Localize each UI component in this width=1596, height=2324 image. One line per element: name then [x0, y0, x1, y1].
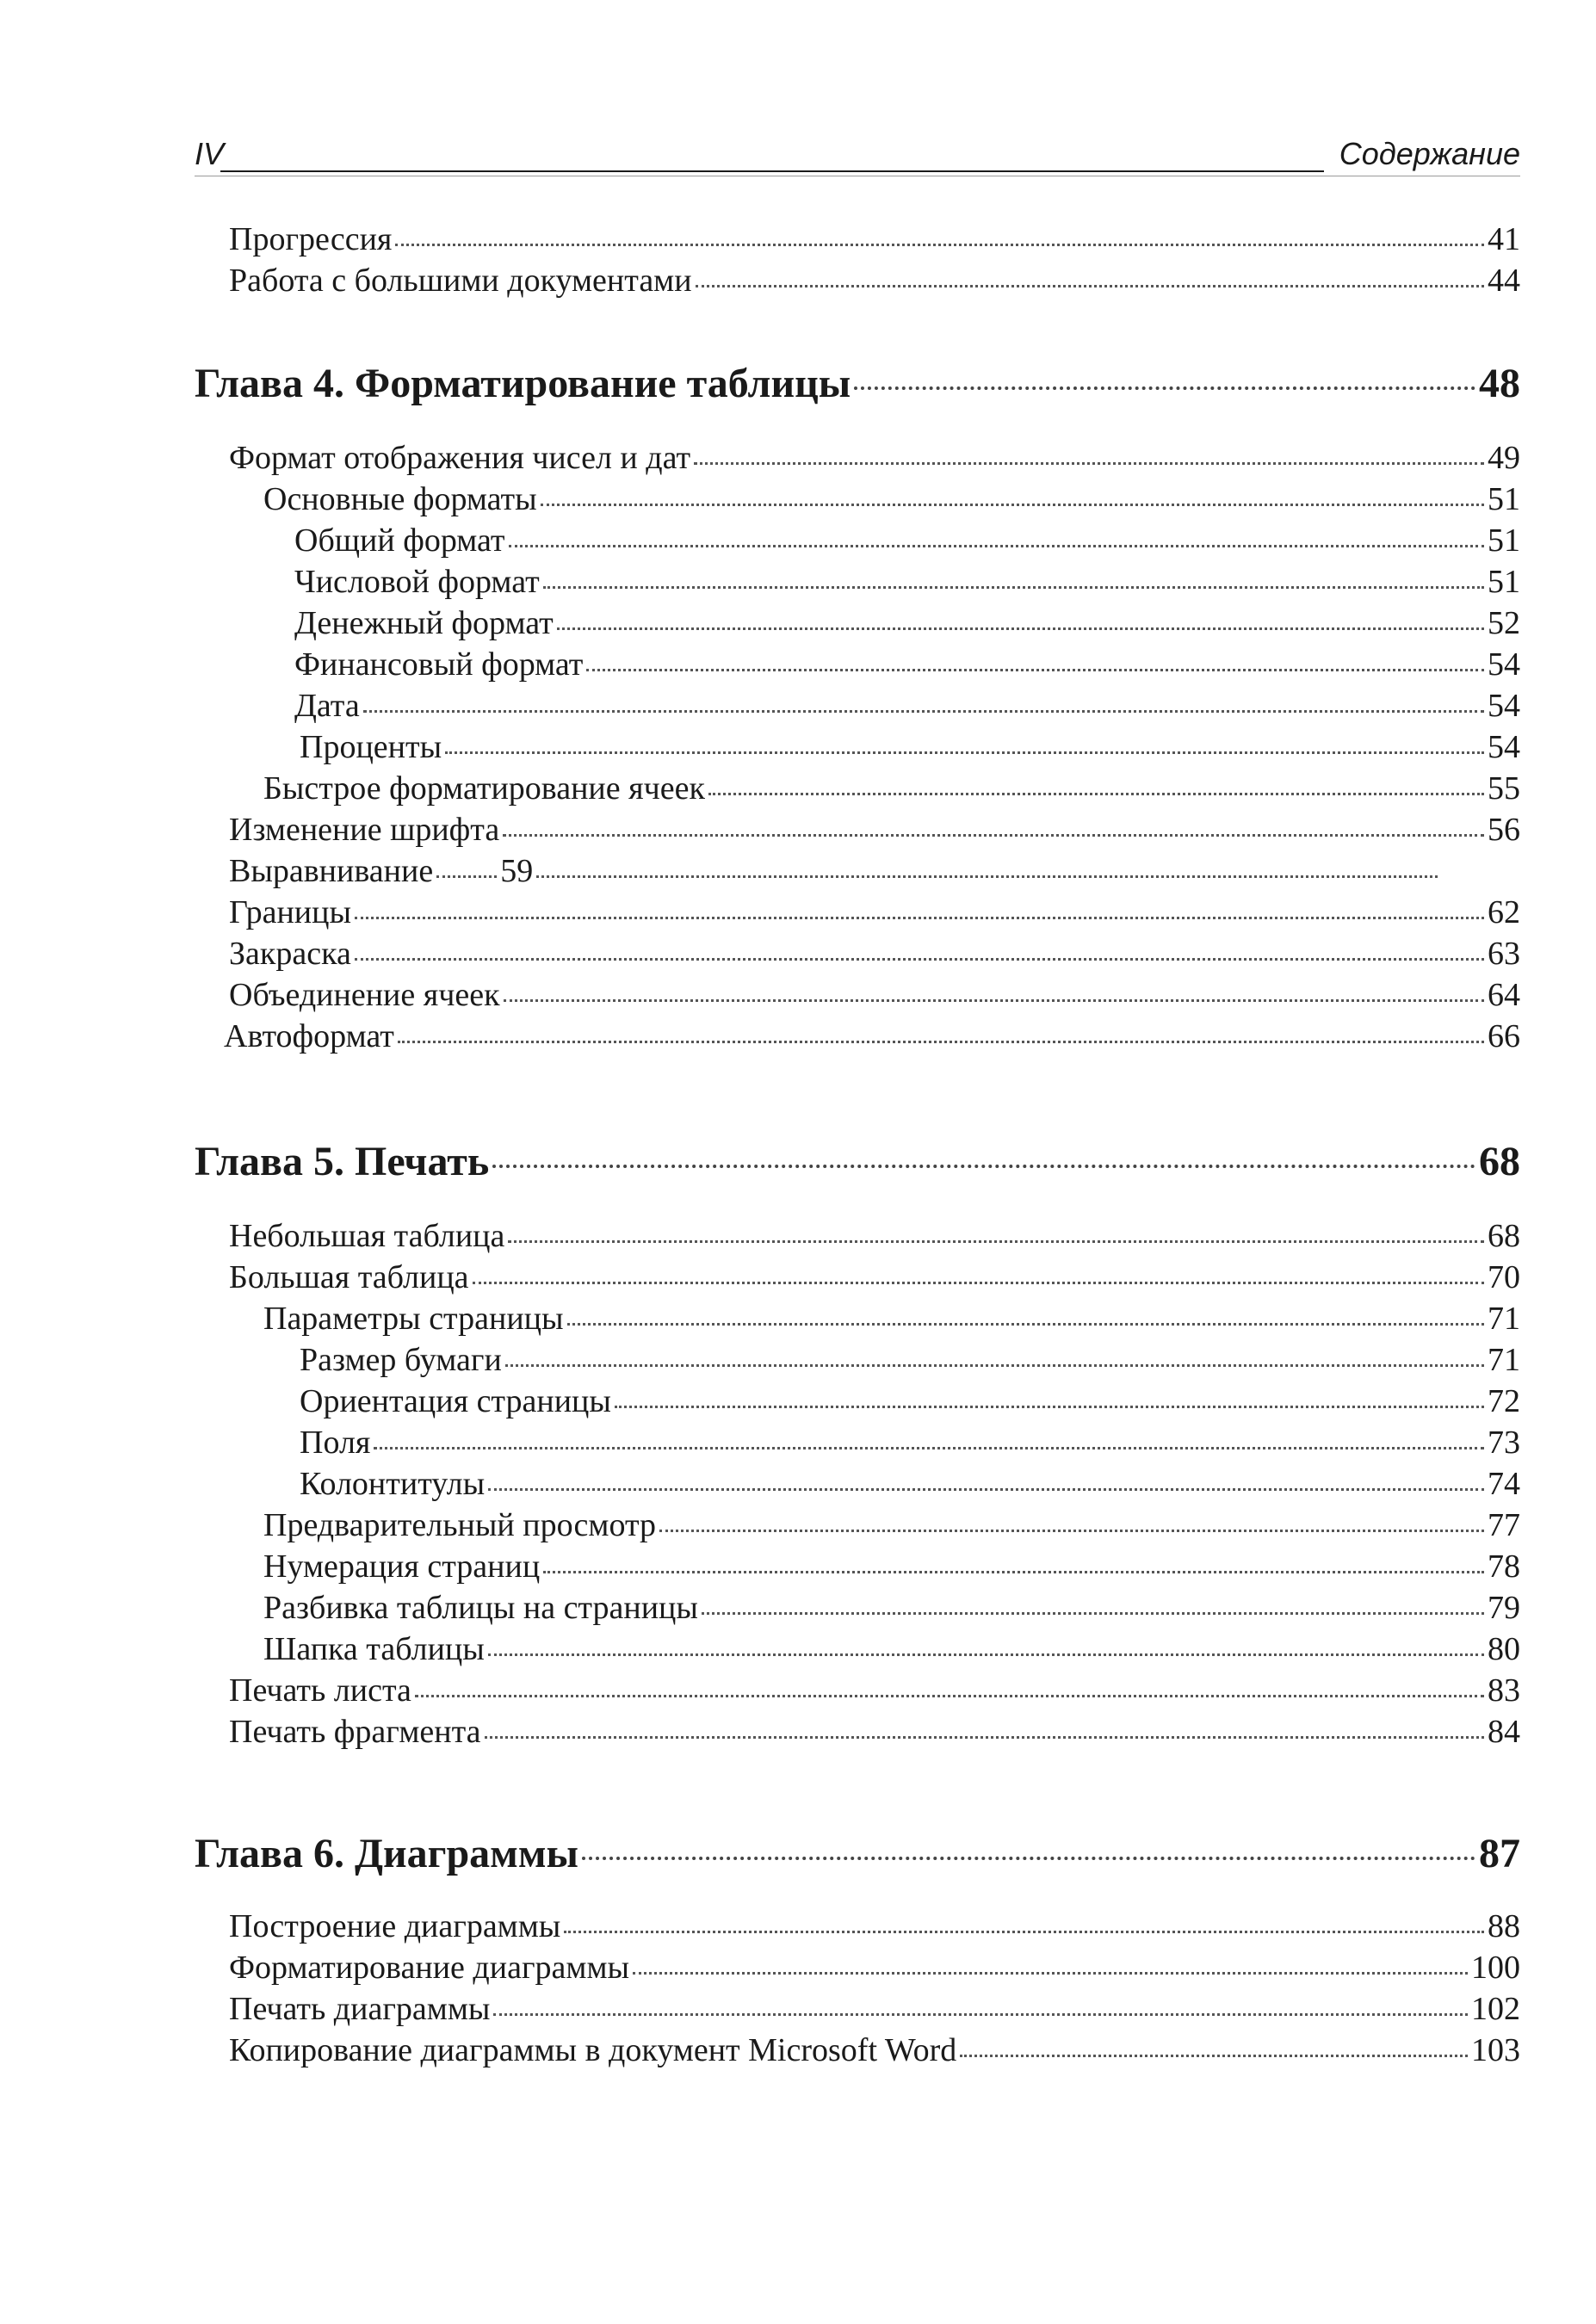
toc-entry-label: Дата	[294, 688, 360, 724]
toc-entry-page: 52	[1488, 605, 1520, 641]
toc-entry-page: 103	[1471, 2032, 1520, 2068]
toc-entry[interactable]	[300, 1341, 1520, 1379]
toc-entry-label: Числовой формат	[294, 564, 540, 600]
toc-entry-label: Предварительный просмотр	[263, 1507, 657, 1543]
dot-leader	[536, 875, 1438, 878]
dot-leader	[708, 793, 1484, 795]
toc-entry-label: Построение диаграммы	[229, 1908, 561, 1944]
toc-entry-page: 54	[1488, 688, 1520, 724]
toc-entry-page: 41	[1488, 221, 1520, 257]
toc-entry-label: Небольшая таблица	[229, 1218, 505, 1254]
toc-entry-label: Изменение шрифта	[229, 812, 500, 848]
toc-entry-page: 74	[1488, 1466, 1520, 1502]
dot-leader	[557, 627, 1484, 630]
dot-leader	[567, 1323, 1484, 1326]
page-number-roman: IV	[195, 136, 225, 171]
toc-entry[interactable]	[229, 439, 1520, 477]
dot-leader	[436, 875, 497, 878]
section-title: Содержание	[1339, 136, 1520, 171]
dot-leader	[488, 1488, 1484, 1491]
toc-entry[interactable]	[229, 1949, 1520, 1987]
dot-leader	[508, 1240, 1484, 1243]
toc-entry-page: 78	[1488, 1548, 1520, 1585]
toc-entry-label: Печать диаграммы	[229, 1991, 491, 2027]
dot-leader	[504, 999, 1484, 1002]
toc-entry-page: 55	[1488, 770, 1520, 807]
toc-entry-page: 62	[1488, 894, 1520, 930]
toc-entry[interactable]	[294, 563, 1520, 601]
toc-entry-label: Автоформат	[224, 1018, 394, 1054]
toc-entry-page: 51	[1488, 564, 1520, 600]
dot-leader	[960, 2055, 1468, 2057]
chapter-title: Глава 6. Диаграммы	[195, 1831, 579, 1876]
dot-leader	[564, 1931, 1484, 1933]
toc-entry[interactable]	[229, 1990, 1520, 2028]
toc-entry-label: Нумерация страниц	[263, 1548, 541, 1585]
chapter-page: 48	[1479, 361, 1520, 406]
toc-entry-page: 54	[1488, 646, 1520, 683]
chapter-page: 68	[1479, 1139, 1520, 1184]
dot-leader	[493, 2013, 1468, 2016]
toc-entry-label: Выравнивание	[229, 853, 434, 889]
toc-entry-label: Объединение ячеек	[229, 977, 500, 1013]
toc-entry-page: 66	[1488, 1018, 1520, 1054]
toc-entry-page: 73	[1488, 1425, 1520, 1461]
toc-entry[interactable]	[229, 1217, 1520, 1255]
toc-entry-label: Разбивка таблицы на страницы	[263, 1590, 698, 1626]
dot-leader	[488, 1653, 1484, 1656]
toc-entry-label: Поля	[300, 1425, 371, 1461]
dot-leader	[415, 1695, 1484, 1697]
chapter-title: Глава 5. Печать	[195, 1139, 490, 1184]
toc-entry-label: Быстрое форматирование ячеек	[263, 770, 705, 807]
toc-entry[interactable]	[224, 1017, 1520, 1055]
toc-entry[interactable]	[229, 893, 1520, 931]
toc-entry-label: Проценты	[300, 729, 442, 765]
dot-leader	[854, 386, 1475, 390]
toc-entry-page: 84	[1488, 1714, 1520, 1750]
toc-entry-page: 79	[1488, 1590, 1520, 1626]
dot-leader	[543, 586, 1484, 589]
toc-entry-page: 44	[1488, 263, 1520, 299]
toc-entry-page: 64	[1488, 977, 1520, 1013]
running-header	[195, 131, 1520, 177]
toc-entry[interactable]	[263, 1548, 1520, 1585]
dot-leader	[696, 285, 1484, 287]
header-rule	[220, 170, 1324, 172]
toc-entry-label: Формат отображения чисел и дат	[229, 440, 691, 476]
toc-entry[interactable]	[294, 604, 1520, 642]
toc-entry-label: Печать листа	[229, 1672, 411, 1709]
toc-entry[interactable]	[294, 522, 1520, 559]
toc-entry[interactable]	[229, 1907, 1520, 1945]
dot-leader	[615, 1406, 1484, 1408]
chapter-page: 87	[1479, 1831, 1520, 1876]
toc-entry[interactable]	[229, 852, 1520, 890]
dot-leader	[374, 1447, 1484, 1449]
toc-entry[interactable]	[300, 728, 1520, 766]
dot-leader	[541, 504, 1484, 506]
toc-entry[interactable]	[229, 2031, 1520, 2069]
toc-chapter-heading[interactable]	[195, 1830, 1520, 1877]
toc-chapter-heading[interactable]	[195, 360, 1520, 407]
toc-entry-page: 71	[1488, 1301, 1520, 1337]
dot-leader	[355, 958, 1484, 961]
toc-entry-page: 51	[1488, 522, 1520, 559]
toc-entry[interactable]	[263, 480, 1520, 518]
toc-entry-page: 59	[500, 853, 534, 889]
toc-entry-label: Большая таблица	[229, 1259, 469, 1295]
toc-entry-page: 83	[1488, 1672, 1520, 1709]
toc-entry-label: Финансовый формат	[294, 646, 584, 683]
toc-entry-page: 68	[1488, 1218, 1520, 1254]
toc-entry-label: Работа с большими документами	[229, 263, 692, 299]
dot-leader	[633, 1972, 1468, 1975]
toc-entry[interactable]	[263, 770, 1520, 807]
dot-leader	[659, 1530, 1484, 1532]
toc-entry-label: Печать фрагмента	[229, 1714, 481, 1750]
dot-leader	[485, 1736, 1484, 1739]
toc-entry[interactable]	[300, 1382, 1520, 1420]
toc-entry-label: Прогрессия	[229, 221, 393, 257]
dot-leader	[702, 1612, 1484, 1615]
toc-entry-page: 49	[1488, 440, 1520, 476]
toc-entry[interactable]	[294, 687, 1520, 725]
toc-entry[interactable]	[263, 1589, 1520, 1627]
toc-entry-page: 77	[1488, 1507, 1520, 1543]
toc-entry[interactable]	[229, 976, 1520, 1014]
dot-leader	[473, 1282, 1484, 1284]
toc-entry[interactable]	[229, 1672, 1520, 1709]
toc-entry-label: Форматирование диаграммы	[229, 1950, 630, 1986]
toc-entry-page: 80	[1488, 1631, 1520, 1667]
dot-leader	[694, 462, 1484, 465]
toc-entry-label: Основные форматы	[263, 481, 537, 517]
dot-leader	[363, 710, 1484, 713]
toc-entry-page: 56	[1488, 812, 1520, 848]
dot-leader	[543, 1571, 1484, 1573]
dot-leader	[398, 1041, 1484, 1043]
toc-entry-page: 70	[1488, 1259, 1520, 1295]
toc-entry-label: Границы	[229, 894, 351, 930]
toc-entry-page: 72	[1488, 1383, 1520, 1419]
toc-chapter-heading[interactable]	[195, 1138, 1520, 1185]
dot-leader	[509, 545, 1484, 547]
toc-entry[interactable]	[263, 1506, 1520, 1544]
dot-leader	[355, 917, 1484, 919]
toc-entry-label: Размер бумаги	[300, 1342, 502, 1378]
toc-entry[interactable]	[229, 262, 1520, 300]
toc-entry-label: Параметры страницы	[263, 1301, 564, 1337]
toc-entry-label: Ориентация страницы	[300, 1383, 611, 1419]
dot-leader	[445, 751, 1484, 754]
dot-leader	[582, 1857, 1475, 1860]
chapter-title: Глава 4. Форматирование таблицы	[195, 361, 851, 406]
dot-leader	[586, 669, 1484, 671]
toc-entry-page: 51	[1488, 481, 1520, 517]
toc-entry[interactable]	[229, 220, 1520, 258]
toc-entry-page: 71	[1488, 1342, 1520, 1378]
toc-entry[interactable]	[229, 811, 1520, 849]
toc-entry-label: Общий формат	[294, 522, 505, 559]
toc-entry-page: 63	[1488, 936, 1520, 972]
toc-entry-label: Копирование диаграммы в документ Microsoft Word	[229, 2032, 957, 2068]
dot-leader	[492, 1165, 1475, 1168]
toc-entry-page: 100	[1471, 1950, 1520, 1986]
toc-entry-label: Денежный формат	[294, 605, 554, 641]
toc-entry-page: 54	[1488, 729, 1520, 765]
toc-entry[interactable]	[294, 646, 1520, 683]
toc-entry-page: 102	[1471, 1991, 1520, 2027]
toc-entry-label: Закраска	[229, 936, 351, 972]
toc-entry-label: Шапка таблицы	[263, 1631, 485, 1667]
dot-leader	[395, 244, 1484, 246]
dot-leader	[503, 834, 1484, 837]
toc-entry[interactable]	[229, 1713, 1520, 1751]
toc-entry[interactable]	[229, 935, 1520, 973]
dot-leader	[505, 1364, 1484, 1367]
toc-entry[interactable]	[300, 1465, 1520, 1503]
toc-entry[interactable]	[263, 1300, 1520, 1338]
toc-entry[interactable]	[300, 1424, 1520, 1462]
toc-entry[interactable]	[263, 1630, 1520, 1668]
toc-entry-page: 88	[1488, 1908, 1520, 1944]
toc-entry-label: Колонтитулы	[300, 1466, 486, 1502]
toc-entry[interactable]	[229, 1258, 1520, 1296]
